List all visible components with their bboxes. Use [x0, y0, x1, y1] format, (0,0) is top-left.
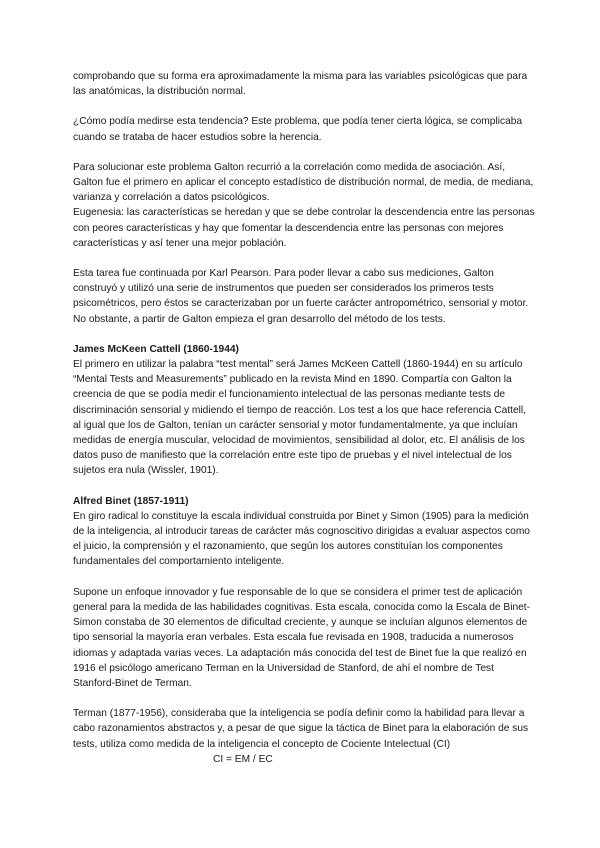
paragraph-cattell: El primero en utilizar la palabra “test mental” será James McKeen Cattell (1860-1944) en su artículo “Mental Tests and Measurements” publicado en la revista Mind en 1890. Compartía con Galton la creencia de que se podía medir el funcionamiento intelectual de las personas mediante tests de discriminación sensorial y midiendo el tiempo de reacción. Los test a los que hace referencia Cattell, al igual que los de Galton, tenían un carácter sensorial y motor fundamentalmente, ya que incluían medidas de energía muscular, velocidad de movimientos, sensibilidad al dolor, etc. El análisis de los datos puso de manifiesto que la correlación entre este tipo de pruebas y el nivel intelectual de los sujetos era nula (Wissler, 1901). — [73, 359, 527, 477]
document-body — [73, 69, 535, 767]
terman-text: Terman (1877-1956), consideraba que la inteligencia se podía definir como la habilidad para llevar a cabo razonamientos abstractos y, a pesar de que sigue la táctica de Binet para la elaboración de sus tests, utiliza como medida de la inteligencia el concepto de Cociente Intelectual (CI) — [73, 708, 529, 750]
paragraph-galton-correlation: Para solucionar este problema Galton recurrió a la correlación como medida de asociación. Así, Galton fue el primero en aplicar el concepto estadístico de distribución normal, de media, de mediana, varianza y correlación a datos psicológicos. — [73, 161, 534, 204]
paragraph-eugenics: Eugenesia: las características se heredan y que se debe controlar la descendencia entre las personas con peores características y hay que fomentar la descendencia entre las personas con mejores características y así tener una mejor población. — [73, 207, 535, 249]
paragraph-pearson: Esta tarea fue continuada por Karl Pearson. Para poder llevar a cabo sus mediciones, Galton construyó y utilizó una serie de instrumentos que pueden ser considerados los primeros tests psicométricos, pero éstos se caracterizaban por un fuerte carácter antropométrico, sensorial y motor. No obstante, a partir de Galton empieza el gran desarrollo del método de los tests. — [73, 268, 529, 325]
heading-cattell: James McKeen Cattell (1860-1944) — [73, 343, 239, 355]
paragraph-binet-simon: Supone un enfoque innovador y fue responsable de lo que se considera el primer test de aplicación general para la medida de las habilidades cognitivas. Esta escala, conocida como la Escala de Binet-Simon constaba de 30 elementos de dificultad creciente, y aunque se incluían algunos elementos de tipo sensorial la mayoría eran verbales. Esta escala fue revisada en 1908, traducida a numerosos idiomas y adaptada varias veces. La adaptación más conocida del test de Binet fue la que realizó en 1916 el psicólogo americano Terman en la Universidad de Stanford, de ahí el nombre de Test Stanford-Binet de Terman. — [73, 586, 531, 689]
paragraph-terman — [73, 706, 535, 767]
ci-formula: CI = EM / EC — [213, 753, 273, 765]
paragraph-heredity-question: ¿Cómo podía medirse esta tendencia? Este problema, que podía tener cierta lógica, se complicaba cuando se trataba de hacer estudios sobre la herencia. — [73, 116, 523, 143]
heading-binet: Alfred Binet (1857-1911) — [73, 495, 189, 507]
paragraph-normal-distribution: comprobando que su forma era aproximadamente la misma para las variables psicológicas que para las anatómicas, la distribución normal. — [73, 71, 528, 98]
paragraph-binet-scale: En giro radical lo constituye la escala individual construida por Binet y Simon (1905) para la medición de la inteligencia, al introducir tareas de carácter más cognoscitivo dirigidas a evaluar aspectos como el juicio, la comprensión y el razonamiento, que según los autores constituían los componentes fundamentales del comportamiento inteligente. — [73, 510, 530, 568]
